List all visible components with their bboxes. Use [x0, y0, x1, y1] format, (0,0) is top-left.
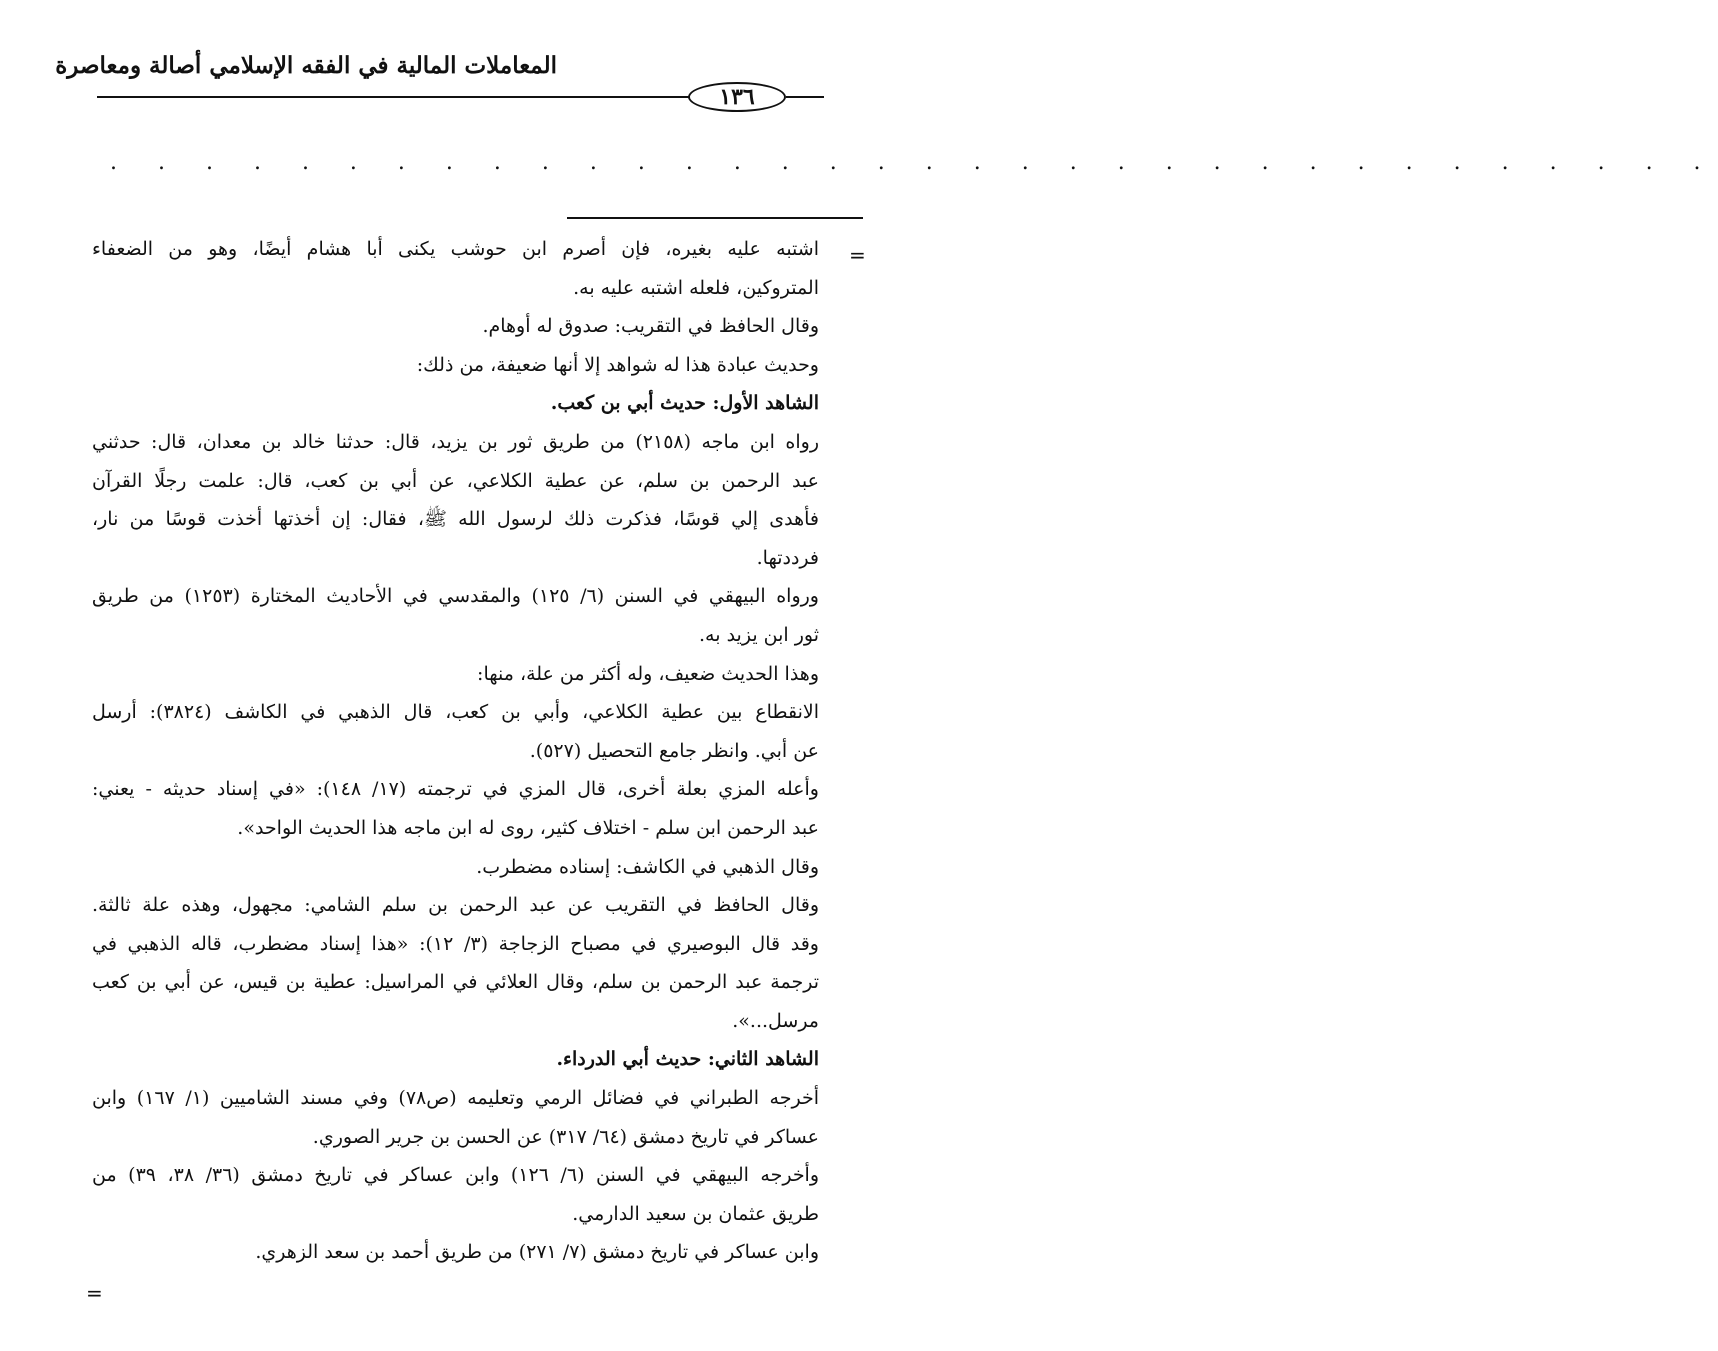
- text-line: وأعله المزي بعلة أخرى، قال المزي في ترجمته (١٧/ ١٤٨): «في إسناد حديثه - يعني:: [92, 778, 819, 801]
- text-line: مرسل...».: [732, 1009, 819, 1032]
- footnote-body: [92, 230, 819, 1272]
- page-number: ١٣٦: [719, 84, 755, 110]
- text-line: أخرجه الطبراني في فضائل الرمي وتعليمه (ص٧٨) وفي مسند الشاميين (١/ ١٦٧) وابن: [92, 1087, 819, 1110]
- text-line: المتروكين، فلعله اشتبه عليه به.: [573, 276, 819, 299]
- text-line: الانقطاع بين عطية الكلاعي، وأبي بن كعب، قال الذهبي في الكاشف (٣٨٢٤): أرسل: [92, 701, 819, 724]
- text-line: وقال الحافظ في التقريب عن عبد الرحمن بن سلم الشامي: مجهول، وهذه علة ثالثة.: [92, 894, 819, 917]
- text-line: وهذا الحديث ضعيف، وله أكثر من علة، منها:: [477, 662, 819, 685]
- ellipsis-separator: . . . . . . . . . . . . . . . . . . . . . . . . . . . . . . . . . .: [110, 150, 1718, 175]
- text-line: فرددتها.: [756, 546, 819, 569]
- text-line: وأخرجه البيهقي في السنن (٦/ ١٢٦) وابن عساكر في تاريخ دمشق (٣٦/ ٣٨، ٣٩) من: [92, 1164, 820, 1187]
- text-line: عن أبي. وانظر جامع التحصيل (٥٢٧).: [529, 739, 819, 762]
- continuation-mark-bottom: =: [86, 1281, 103, 1305]
- footnote-rule: [567, 217, 863, 219]
- text-line: رواه ابن ماجه (٢١٥٨) من طريق ثور بن يزيد، قال: حدثنا خالد بن معدان، قال: حدثني: [92, 430, 820, 453]
- text-line: طريق عثمان بن سعيد الدارمي.: [572, 1202, 819, 1225]
- text-line: ثور ابن يزيد به.: [699, 623, 819, 646]
- text-line: ورواه البيهقي في السنن (٦/ ١٢٥) والمقدسي في الأحاديث المختارة (١٢٥٣) من طريق: [92, 585, 819, 608]
- text-line: وابن عساكر في تاريخ دمشق (٧/ ٢٧١) من طريق أحمد بن سعد الزهري.: [255, 1241, 819, 1264]
- text-line: عبد الرحمن ابن سلم - اختلاف كثير، روى له ابن ماجه هذا الحديث الواحد».: [237, 816, 819, 839]
- page-number-badge: [688, 82, 786, 112]
- continuation-mark-top: =: [849, 243, 866, 267]
- running-header-title: المعاملات المالية في الفقه الإسلامي أصالة ومعاصرة: [55, 52, 557, 79]
- text-line: وقال الحافظ في التقريب: صدوق له أوهام.: [482, 315, 819, 338]
- section-heading: الشاهد الثاني: حديث أبي الدرداء.: [556, 1048, 819, 1071]
- header-rule-end: [786, 96, 824, 98]
- text-line: ترجمة عبد الرحمن بن سلم، وقال العلائي في المراسيل: عطية بن قيس، عن أبي بن كعب: [92, 971, 819, 994]
- text-line: اشتبه عليه بغيره، فإن أصرم ابن حوشب يكنى أبا هشام أيضًا، وهو من الضعفاء: [92, 238, 819, 260]
- text-line: عساكر في تاريخ دمشق (٦٤/ ٣١٧) عن الحسن بن جرير الصوري.: [312, 1125, 819, 1148]
- text-line: وقد قال البوصيري في مصباح الزجاجة (٣/ ١٢): «هذا إسناد مضطرب، قاله الذهبي في: [92, 932, 819, 955]
- text-line: وقال الذهبي في الكاشف: إسناده مضطرب.: [476, 855, 819, 878]
- text-line: فأهدى إلي قوسًا، فذكرت ذلك لرسول الله ﷺ، فقال: إن أخذتها أخذت قوسًا من نار،: [92, 508, 819, 531]
- text-line: عبد الرحمن بن سلم، عن عطية الكلاعي، عن أبي بن كعب، قال: علمت رجلًا القرآن: [92, 469, 819, 492]
- header-rule: [97, 96, 689, 98]
- text-line: وحديث عبادة هذا له شواهد إلا أنها ضعيفة، من ذلك:: [416, 353, 819, 376]
- section-heading: الشاهد الأول: حديث أبي بن كعب.: [550, 392, 819, 415]
